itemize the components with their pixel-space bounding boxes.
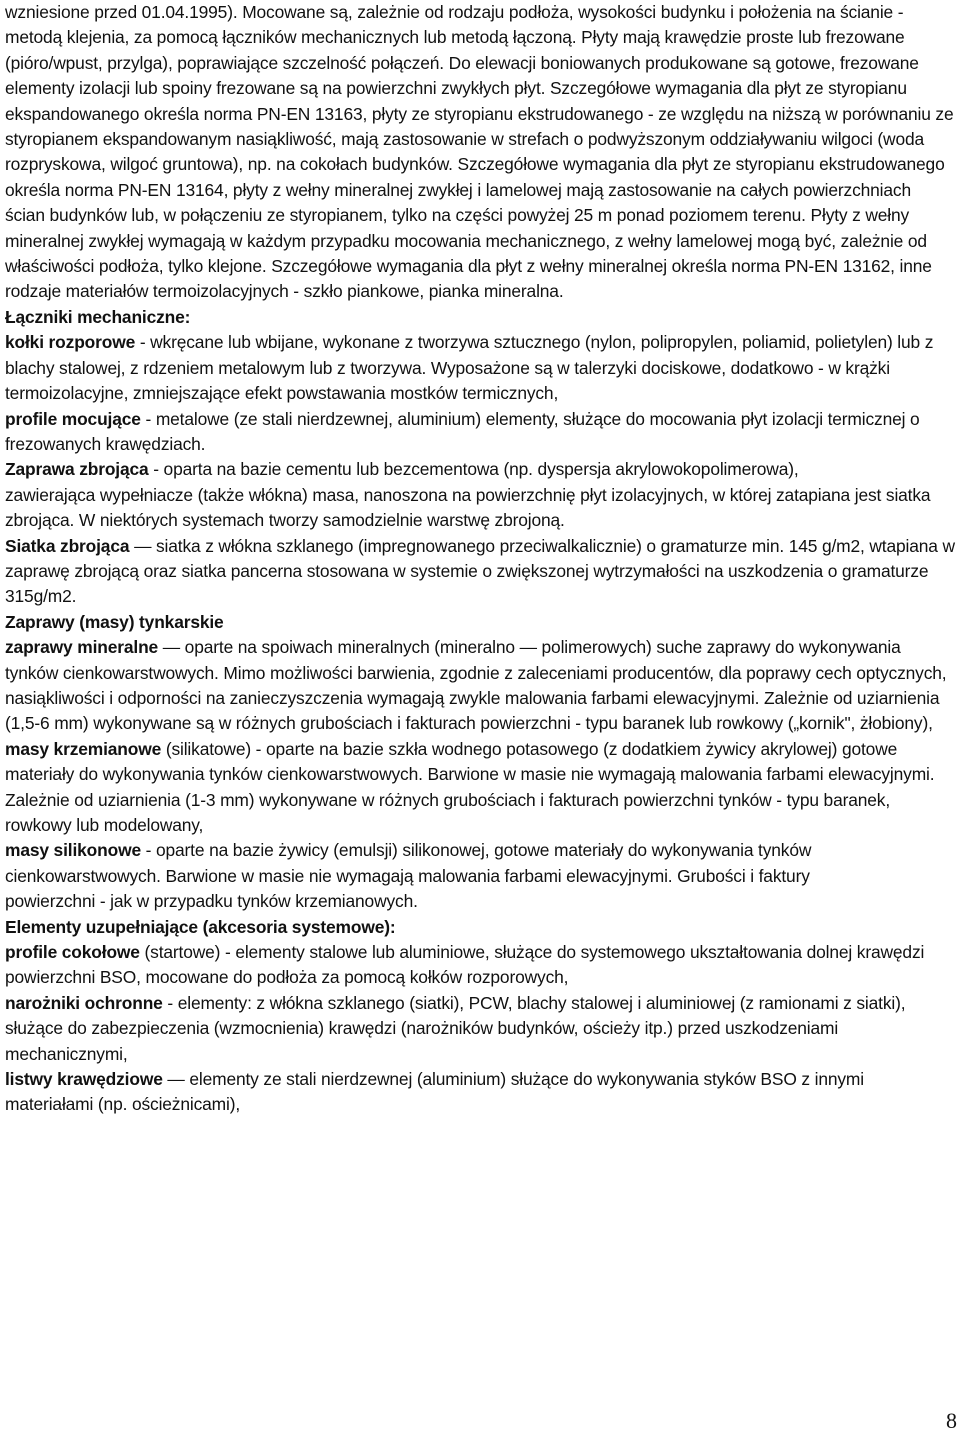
paragraph [5, 889, 955, 914]
text-run: - oparta na bazie cementu lub bezcementowa (np. dyspersja akrylowokopolimerowa), [148, 459, 799, 480]
paragraph [5, 483, 955, 534]
text-run: powierzchni - jak w przypadku tynków krzemianowych. [5, 891, 418, 912]
text-run: — siatka z włókna szklanego (impregnowanego przeciwalkalicznie) o gramaturze min. 145 g/m2, wtapiana w zaprawę zbrojącą oraz siatka pancerna stosowana w systemie o zwiększonej wytrzymałości na uszkodzenia o gramaturze 315g/m2. [5, 535, 955, 607]
text-run: - elementy: z włókna szklanego (siatki), PCW, blachy stalowej i aluminiowej (z ramionami z siatki), służące do zabezpieczenia (wzmocnienia) krawędzi (narożników budynków, ościeży itp.) przed uszkodzeniami mechanicznymi, [5, 992, 906, 1064]
paragraph [5, 610, 955, 635]
bold-term: listwy krawędziowe [5, 1069, 163, 1090]
bold-term: profile mocujące [5, 408, 141, 429]
paragraph [5, 0, 955, 305]
paragraph [5, 635, 955, 737]
paragraph [5, 737, 955, 839]
paragraph [5, 407, 955, 458]
text-run: (silikatowe) - oparte na bazie szkła wodnego potasowego (z dodatkiem żywicy akrylowej) gotowe materiały do wykonywania tynków cienkowarstwowych. Barwione w masie nie wymagają malowania farbami elewacyjnymi. Zależnie od uziarnienia (1-3 mm) wykonywane w różnych grubościach i fakturach powierzchni tynków - typu baranek, rowkowy lub modelowany, [5, 738, 935, 835]
text-run: - wkręcane lub wbijane, wykonane z tworzywa sztucznego (nylon, polipropylen, poliamid, polietylen) lub z blachy stalowej, z rdzeniem metalowym lub z tworzywa. Wyposażone są w talerzyki dociskowe, dodatkowo - w krążki termoizolacyjne, zmniejszające efekt powstawania mostków termicznych, [5, 332, 934, 404]
paragraph [5, 330, 955, 406]
text-run: - metalowe (ze stali nierdzewnej, aluminium) elementy, służące do mocowania płyt izolacji termicznej o frezowanych krawędziach. [5, 408, 920, 454]
bold-term: Elementy uzupełniające (akcesoria systemowe): [5, 916, 396, 937]
text-run: — elementy ze stali nierdzewnej (aluminium) służące do wykonywania styków BSO z innymi materiałami (np. ościeżnicami), [5, 1069, 864, 1115]
paragraph [5, 915, 955, 940]
bold-term: kołki rozporowe [5, 332, 136, 353]
text-run: (startowe) - elementy stalowe lub aluminiowe, służące do systemowego ukształtowania dolnej krawędzi powierzchni BSO, mocowane do podłoża za pomocą kołków rozporowych, [5, 942, 925, 988]
document-page [5, 0, 955, 1118]
text-run: zawierająca wypełniacze (także włókna) masa, nanoszona na powierzchnię płyt izolacyjnych, w której zatapiana jest siatka zbrojąca. W niektórych systemach tworzy samodzielnie warstwę zbrojoną. [5, 484, 931, 531]
paragraph [5, 305, 955, 330]
page-number: 8 [946, 1408, 957, 1433]
bold-term: Siatka zbrojąca [5, 535, 130, 556]
paragraph [5, 940, 955, 991]
bold-term: Zaprawy (masy) tynkarskie [5, 611, 224, 632]
paragraph [5, 457, 955, 482]
text-run: — oparte na spoiwach mineralnych (mineralno — polimerowych) suche zaprawy do wykonywania tynków cienkowarstwowych. Mimo możliwości barwienia, zgodnie z zaleceniami producentów, dla poprawy cech optycznych, nasiąkliwości i odporności na zanieczyszczenia wymagają zwykle malowania farbami elewacyjnymi. Zależnie od uziarnienia (1,5-6 mm) wykonywane są w różnych grubościach i fakturach powierzchni - typu baranek lub rowkowy („kornik", żłobiony), [5, 637, 947, 734]
bold-term: masy silikonowe [5, 840, 141, 861]
paragraph [5, 991, 955, 1067]
document-body [5, 0, 955, 1118]
bold-term: Zaprawa zbrojąca [5, 459, 149, 480]
paragraph [5, 1067, 955, 1118]
bold-term: Łączniki mechaniczne: [5, 306, 191, 327]
bold-term: masy krzemianowe [5, 738, 162, 759]
paragraph [5, 534, 955, 610]
text-run: - oparte na bazie żywicy (emulsji) silikonowej, gotowe materiały do wykonywania tynków cienkowarstwowych. Barwione w masie nie wymagają malowania farbami elewacyjnymi. Grubości i faktury [5, 840, 812, 886]
paragraph [5, 838, 955, 889]
bold-term: zaprawy mineralne [5, 637, 159, 658]
bold-term: narożniki ochronne [5, 992, 163, 1013]
bold-term: profile cokołowe [5, 942, 140, 963]
text-run: wzniesione przed 01.04.1995). Mocowane są, zależnie od rodzaju podłoża, wysokości budynku i położenia na ścianie - metodą klejenia, za pomocą łączników mechanicznych lub metodą łączoną. Płyty mają krawędzie proste lub frezowane (pióro/wpust, przylga), poprawiające szczelność połączeń. Do elewacji boniowanych produkowane są gotowe, frezowane elementy izolacji lub spoiny frezowane są na powierzchni zwykłych płyt. Szczegółowe wymagania dla płyt ze styropianu ekspandowanego określa norma PN-EN 13163, płyty ze styropianu ekstrudowanego - ze względu na niższą w porównaniu ze styropianem ekspandowanym nasiąkliwość, mają zastosowanie w strefach o podwyższonym oddziaływaniu wilgoci (woda rozpryskowa, wilgoć gruntowa), np. na cokołach budynków. Szczegółowe wymagania dla płyt ze styropianu ekstrudowanego określa norma PN-EN 13164, płyty z wełny mineralnej zwykłej i lamelowej mają zastosowanie na całych powierzchniach ścian budynków lub, w połączeniu ze styropianem, tylko na części powyżej 25 m ponad poziomem terenu. Płyty z wełny mineralnej zwykłej wymagają w każdym przypadku mocowania mechanicznego, z wełny lamelowej mogą być, zależnie od właściwości podłoża, tylko klejone. Szczegółowe wymagania dla płyt z wełny mineralnej określa norma PN-EN 13162, inne rodzaje materiałów termoizolacyjnych - szkło piankowe, pianka mineralna. [5, 2, 954, 302]
